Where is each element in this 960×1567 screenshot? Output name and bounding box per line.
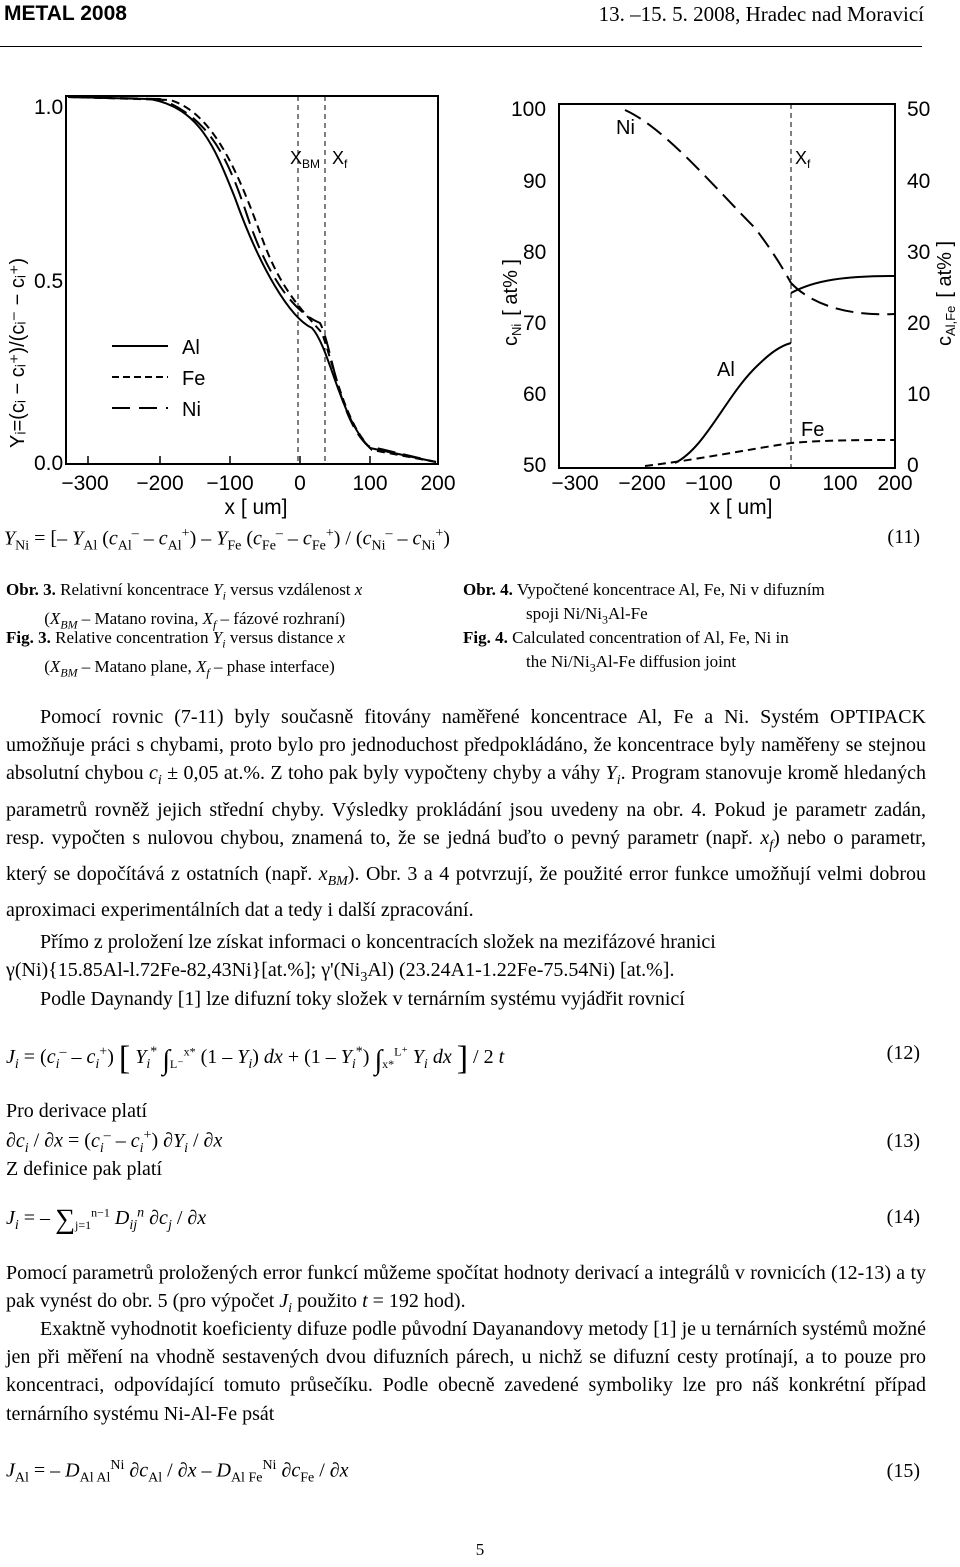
caption-fig3-cz: Obr. 3. Relativní koncentrace $Y_i$ versus vzdálenost x ($X_{BM}$ – Matano rovina, $X_f$ – fázové rozhraní) <box>6 580 363 632</box>
fig4-label-al: Al <box>717 359 735 381</box>
fig3-ylabel: Yᵢ=(cᵢ − cᵢ⁺)/(cᵢ⁻ − cᵢ⁺) <box>7 257 29 448</box>
fig3-legend-ni: Ni <box>182 399 201 421</box>
conference-name: METAL 2008 <box>4 2 127 25</box>
equation-12-number: (12) <box>886 1042 920 1064</box>
fig4-xtick: 100 <box>822 472 858 495</box>
fig4-curve-ni <box>625 110 791 283</box>
fig4-right-ytick: 10 <box>907 383 931 406</box>
fig3-legend-fe: Fe <box>182 368 206 390</box>
header-rule <box>0 46 922 47</box>
equation-12: $J_i = (c_i^- - c_i^+)$ [ $Y_i^*$ $\int_{L^-}^{x*}$ $(1 - Y_i)$ dx + $(1 - Y_i^*)$ $\int_{x*}^{L^+}$ $Y_i$ dx ] / 2 t <box>6 1040 505 1077</box>
equation-15: $J_{Al}$ = – $D_{Al Al}^{Ni}$ $\partial c_{Al} / \partial x - D_{Al Fe}^{Ni}$ $\partial c_{Fe} / \partial x$ <box>6 1458 349 1486</box>
fig4-right-ytick: 40 <box>907 170 931 193</box>
equation-14-number: (14) <box>886 1206 920 1228</box>
derivation-label: Pro derivace platí <box>6 1100 148 1122</box>
fig4-left-ylabel: $c_{Ni}$[ at% ] <box>500 259 524 346</box>
definition-label: Z definice pak platí <box>6 1158 163 1180</box>
fig3-xtick: 0 <box>294 472 306 495</box>
fig3-chart <box>0 88 470 520</box>
fig3-ytick: 0.5 <box>34 270 64 293</box>
fig4-xtick: −300 <box>551 472 599 495</box>
fig3-marker-xf: $X_f$ <box>332 148 348 171</box>
fig4-left-ytick: 90 <box>523 170 547 193</box>
fig3-xtick: 200 <box>420 472 456 495</box>
fig4-left-ytick: 80 <box>523 241 547 264</box>
body-paragraph-4: Pomocí parametrů proložených error funkcí můžeme spočítat hodnoty derivací a integrálů v rovnicích (12-13) a ty pak vynést do obr. 5 (pro výpočet $J_i$ použito t = 192 hod). <box>6 1262 926 1317</box>
fig3-ytick: 1.0 <box>34 96 64 119</box>
fig4-xlabel: x [ um] <box>709 496 773 519</box>
caption-fig4-cz: Obr. 4. Vypočtené koncentrace Al, Fe, Ni v difuzním spoji $Ni/Ni_3Al-Fe$ <box>463 580 825 627</box>
equation-14: $J_i$ = – $\sum_{j=1}^{n-1}$ $D_{ij}^n$ $\partial c_j / \partial x$ <box>6 1204 207 1235</box>
fig4-xtick: 200 <box>877 472 913 495</box>
fig3-xtick: −100 <box>206 472 254 495</box>
fig3-legend-al: Al <box>182 337 200 359</box>
fig3-x-ticks <box>88 456 438 464</box>
fig4-left-ytick: 60 <box>523 383 547 406</box>
fig4-right-ylabel: $c_{Al,Fe}$[ at% ] <box>934 240 958 346</box>
fig4-xtick: 0 <box>769 472 781 495</box>
caption-fig3-en: Fig. 3. Relative concentration $Y_i$ versus distance x ($X_{BM}$ – Matano plane, $X_f$ – phase interface) <box>6 628 345 680</box>
fig4-left-ytick: 100 <box>511 98 547 121</box>
body-paragraph-1: Pomocí rovnic (7-11) byly současně fitovány naměřené koncentrace Al, Fe a Ni. Systém OPTIPACK umožňuje práci s chybami, proto bylo pro jednoduchost předpokládáno, že koncentrace byly naměřeny se stejnou absolutní chybou $c_i \pm 0,05$ at.%. Z toho pak byly vypočteny chyby a váhy $Y_i$. Program stanovuje kromě hledaných parametrů rovněž jejich střední chyby. Výsledky prokládání jsou uvedeny na obr. 4. Pokud je parametr zadán, resp. vypočten s nulovou chybou, znamená to, že se jedná buďto o pevný parametr (např. $x_f$) nebo o parametr, který se dopočítává z ostatních (např. $x_{BM}$). Obr. 3 a 4 potvrzují, že použité error funkce umožňují velmi dobrou aproximaci experimentálních dat a tedy i další zpracování. <box>6 706 927 922</box>
fig4-left-ytick: 50 <box>523 454 547 477</box>
fig4-label-ni: Ni <box>616 117 635 139</box>
equation-13-number: (13) <box>886 1130 920 1152</box>
fig4-xtick: −200 <box>618 472 666 495</box>
fig4-left-ytick: 70 <box>523 312 547 335</box>
fig4-curve-fe <box>645 440 895 466</box>
equation-11: $Y_{Ni}$ = [– $Y_{Al}$ $(c_{Al}^- - c_{Al}^+) - Y_{Fe}$ $(c_{Fe}^- - c_{Fe}^+) / (c_{Ni}^- - c_{Ni}^+)$ <box>4 526 450 554</box>
conference-date-place: 13. –15. 5. 2008, Hradec nad Moravicí <box>598 2 924 26</box>
fig4-right-ytick: 0 <box>907 454 919 477</box>
body-paragraph-2: Přímo z proložení lze získat informaci o koncentracích složek na mezifázové hranici γ(Ni){15.85Al-l.72Fe-82,43Ni}[at.%]; $\gamma'(Ni_3Al)$ (23.24A1-1.22Fe-75.54Ni) [at.%]. <box>6 931 716 986</box>
fig4-xtick: −100 <box>685 472 733 495</box>
fig4-label-fe: Fe <box>801 419 825 441</box>
body-paragraph-5: Exaktně vyhodnotit koeficienty difuze podle původní Dayanandovy metody [1] je u ternárních systémů možné jen při měření na vhodně sestavených dvou difuzních párech, u nichž se difuzní cesty protínají, a to pouze pro koncentraci, odpovídající tomuto průsečíku. Podle obecně zavedené symboliky lze pro náš konkrétní případ ternárního systému Ni-Al-Fe psát <box>6 1318 926 1425</box>
fig4-curve-ni-right <box>791 283 895 314</box>
fig4-marker-xf: $X_f$ <box>795 148 811 171</box>
fig4-curve-al-right <box>791 276 895 293</box>
fig3-xtick: −200 <box>136 472 184 495</box>
fig4-chart <box>495 88 960 520</box>
fig3-xtick: −300 <box>61 472 109 495</box>
caption-fig4-en: Fig. 4. Calculated concentration of Al, Fe, Ni in the $Ni/Ni_3Al-Fe$ diffusion joint <box>463 628 789 675</box>
equation-13: $\partial c_i / \partial x = (c_i^- - c_i^+)$ $\partial Y_i / \partial x$ <box>6 1128 223 1156</box>
page-number: 5 <box>475 1540 485 1559</box>
body-paragraph-3: Podle Daynandy [1] lze difuzní toky složek v ternárním systému vyjádřit rovnicí <box>40 988 685 1010</box>
fig4-plot-frame <box>559 104 895 468</box>
fig4-right-ytick: 50 <box>907 98 931 121</box>
fig3-xtick: 100 <box>352 472 388 495</box>
fig4-right-ytick: 30 <box>907 241 931 264</box>
equation-15-number: (15) <box>886 1460 920 1482</box>
fig4-right-ytick: 20 <box>907 312 931 335</box>
fig3-marker-xbm: $X_{BM}$ <box>290 148 321 171</box>
fig3-ytick: 0.0 <box>34 452 64 475</box>
equation-11-number: (11) <box>887 526 920 548</box>
fig3-xlabel: x [ um] <box>224 496 288 519</box>
